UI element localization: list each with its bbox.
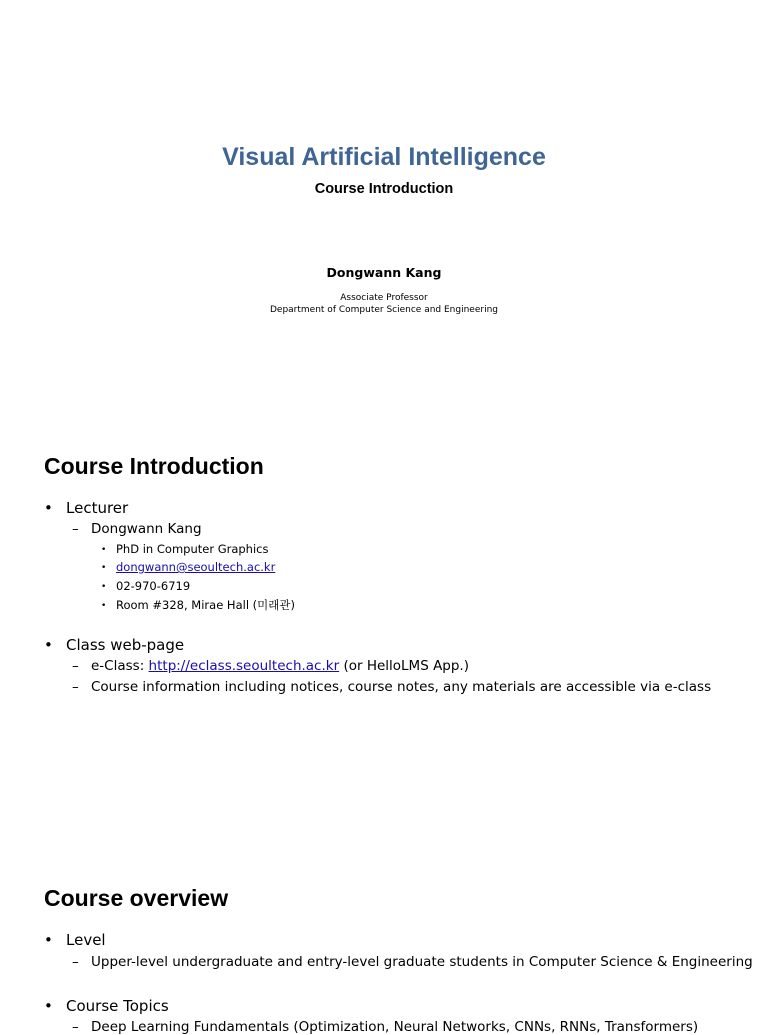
bullet-dash-icon: – [72, 954, 79, 970]
sub-bullet-eclass [72, 658, 469, 674]
bullet-webpage [44, 636, 184, 654]
eclass-info-text: Course information including notices, course notes, any materials are accessible via e-class [91, 679, 712, 695]
bullet-dot-icon: • [44, 931, 53, 949]
bullet-dash-icon: – [72, 1019, 79, 1035]
topics-desc: Deep Learning Fundamentals (Optimization, Neural Networks, CNNs, RNNs, Transformers) [91, 1019, 699, 1035]
bullet-dash-icon: – [72, 679, 79, 695]
bullet-lecturer [44, 499, 128, 517]
sub-bullet-eclass-info [72, 679, 711, 695]
email-link[interactable]: dongwann@seoultech.ac.kr [116, 560, 276, 574]
course-subtitle: Course Introduction [314, 181, 454, 197]
lecturer-label: Lecturer [66, 499, 129, 517]
room-text: Room #328, Mirae Hall (미래관) [116, 598, 295, 612]
title-slide [0, 0, 768, 432]
slide-heading: Course Introduction [44, 453, 264, 479]
bullet-dot-icon: • [101, 563, 107, 573]
bullet-dot-icon: • [101, 545, 107, 555]
phd-text: PhD in Computer Graphics [116, 542, 269, 556]
bullet-dot-icon: • [44, 997, 53, 1015]
webpage-label: Class web-page [66, 636, 185, 654]
detail-phd [101, 542, 268, 556]
sub-bullet-lecturer-name [72, 521, 202, 537]
author-position: Associate Professor [340, 293, 428, 303]
slide-heading: Course overview [44, 885, 229, 911]
bullet-dot-icon: • [44, 636, 53, 654]
topics-label: Course Topics [66, 997, 169, 1015]
detail-phone [101, 579, 190, 593]
eclass-prefix: e-Class: [91, 658, 149, 674]
bullet-level [44, 931, 106, 949]
bullet-dot-icon: • [44, 499, 53, 517]
detail-email [101, 560, 275, 574]
author-department: Department of Computer Science and Engineering [269, 305, 498, 315]
bullet-dot-icon: • [101, 582, 107, 592]
detail-room [101, 597, 295, 613]
eclass-link[interactable]: http://eclass.seoultech.ac.kr [148, 658, 340, 674]
bullet-dash-icon: – [72, 521, 79, 537]
author-name: Dongwann Kang [326, 265, 442, 280]
lecturer-name: Dongwann Kang [91, 521, 202, 537]
course-introduction-slide [0, 432, 768, 864]
bullet-topics [44, 997, 169, 1015]
sub-bullet-topics-desc [72, 1019, 698, 1035]
sub-bullet-level-desc [72, 954, 753, 970]
bullet-dot-icon: • [101, 601, 107, 611]
phone-text: 02-970-6719 [116, 579, 191, 593]
bullet-dash-icon: – [72, 658, 79, 674]
course-overview-slide [0, 864, 768, 1035]
level-label: Level [66, 931, 106, 949]
course-title: Visual Artificial Intelligence [222, 143, 546, 171]
author-affiliation [0, 292, 768, 316]
eclass-suffix: (or HelloLMS App.) [339, 658, 469, 674]
level-desc: Upper-level undergraduate and entry-level graduate students in Computer Science & Engineering [91, 954, 753, 970]
